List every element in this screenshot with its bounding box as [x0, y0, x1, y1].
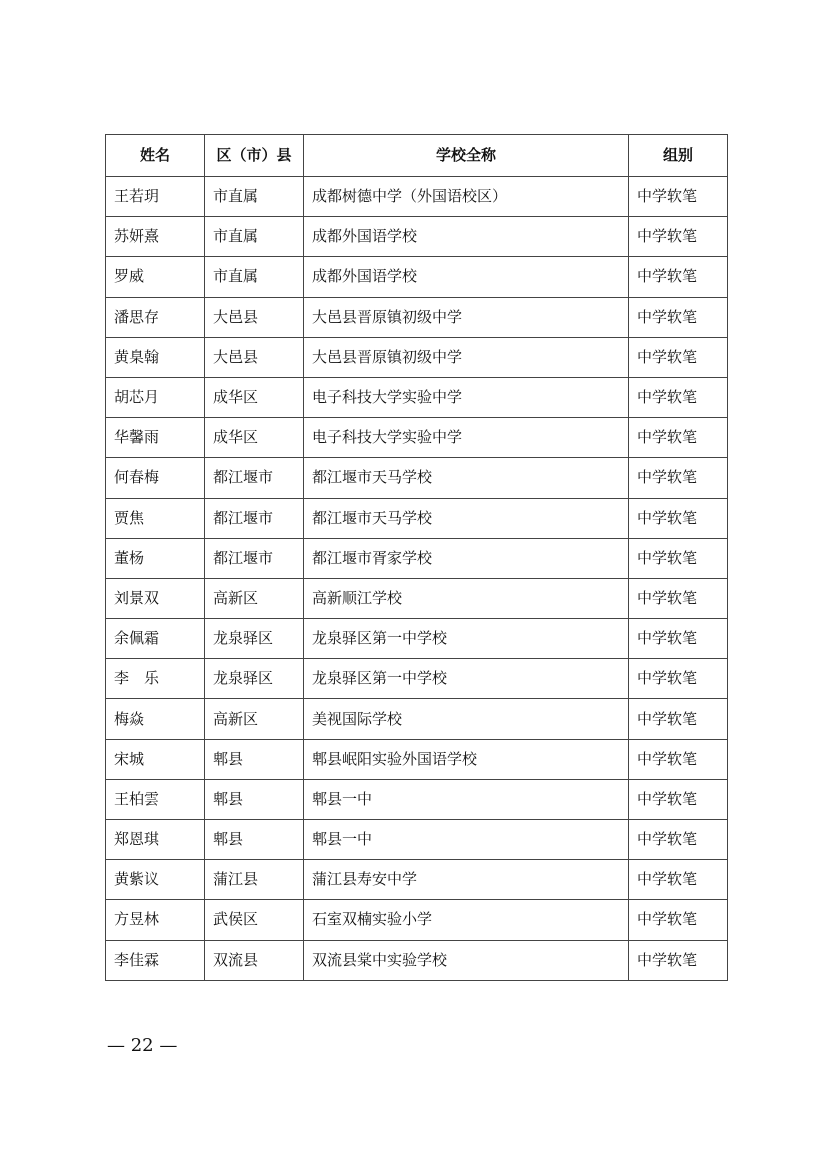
cell-name: 余佩霜 — [106, 619, 205, 659]
cell-school: 都江堰市天马学校 — [304, 458, 629, 498]
cell-group: 中学软笔 — [629, 578, 728, 618]
cell-school: 都江堰市胥家学校 — [304, 538, 629, 578]
table-row — [106, 458, 728, 498]
table-row — [106, 940, 728, 980]
cell-name: 郑恩琪 — [106, 820, 205, 860]
cell-school: 成都树德中学（外国语校区） — [304, 177, 629, 217]
cell-district: 市直属 — [205, 177, 304, 217]
table-row — [106, 498, 728, 538]
cell-name: 刘景双 — [106, 578, 205, 618]
cell-school: 龙泉驿区第一中学校 — [304, 619, 629, 659]
cell-district: 龙泉驿区 — [205, 619, 304, 659]
table-row — [106, 297, 728, 337]
cell-district: 大邑县 — [205, 297, 304, 337]
cell-district: 双流县 — [205, 940, 304, 980]
cell-group: 中学软笔 — [629, 940, 728, 980]
cell-district: 都江堰市 — [205, 458, 304, 498]
cell-district: 高新区 — [205, 578, 304, 618]
cell-district: 成华区 — [205, 418, 304, 458]
table-row — [106, 820, 728, 860]
cell-name: 何春梅 — [106, 458, 205, 498]
cell-school: 郫县一中 — [304, 779, 629, 819]
cell-district: 武侯区 — [205, 900, 304, 940]
cell-name: 潘思存 — [106, 297, 205, 337]
cell-school: 蒲江县寿安中学 — [304, 860, 629, 900]
cell-group: 中学软笔 — [629, 820, 728, 860]
table-row — [106, 619, 728, 659]
cell-district: 都江堰市 — [205, 498, 304, 538]
cell-name: 罗威 — [106, 257, 205, 297]
cell-name: 黄紫议 — [106, 860, 205, 900]
cell-group: 中学软笔 — [629, 177, 728, 217]
cell-name: 王柏雲 — [106, 779, 205, 819]
header-group: 组别 — [629, 135, 728, 177]
table-row — [106, 699, 728, 739]
cell-group: 中学软笔 — [629, 257, 728, 297]
cell-school: 都江堰市天马学校 — [304, 498, 629, 538]
cell-district: 高新区 — [205, 699, 304, 739]
cell-name: 王若玥 — [106, 177, 205, 217]
table-row — [106, 900, 728, 940]
cell-name: 苏妍熹 — [106, 217, 205, 257]
cell-school: 电子科技大学实验中学 — [304, 418, 629, 458]
cell-name: 华馨雨 — [106, 418, 205, 458]
cell-school: 高新顺江学校 — [304, 578, 629, 618]
cell-name: 宋城 — [106, 739, 205, 779]
cell-school: 石室双楠实验小学 — [304, 900, 629, 940]
cell-group: 中学软笔 — [629, 498, 728, 538]
table-row — [106, 578, 728, 618]
table-row — [106, 779, 728, 819]
cell-group: 中学软笔 — [629, 418, 728, 458]
cell-school: 郫县岷阳实验外国语学校 — [304, 739, 629, 779]
cell-school: 美视国际学校 — [304, 699, 629, 739]
cell-school: 大邑县晋原镇初级中学 — [304, 297, 629, 337]
table-row — [106, 860, 728, 900]
cell-name: 方昱林 — [106, 900, 205, 940]
cell-school: 双流县棠中实验学校 — [304, 940, 629, 980]
cell-district: 郫县 — [205, 779, 304, 819]
cell-group: 中学软笔 — [629, 377, 728, 417]
table-row — [106, 739, 728, 779]
page-number: — 22 — — [107, 1035, 178, 1056]
cell-district: 都江堰市 — [205, 538, 304, 578]
cell-name: 李 乐 — [106, 659, 205, 699]
cell-school: 电子科技大学实验中学 — [304, 377, 629, 417]
table-row — [106, 217, 728, 257]
cell-group: 中学软笔 — [629, 337, 728, 377]
table-row — [106, 418, 728, 458]
cell-group: 中学软笔 — [629, 659, 728, 699]
cell-district: 蒲江县 — [205, 860, 304, 900]
cell-district: 大邑县 — [205, 337, 304, 377]
cell-name: 梅焱 — [106, 699, 205, 739]
cell-district: 市直属 — [205, 257, 304, 297]
cell-group: 中学软笔 — [629, 297, 728, 337]
cell-group: 中学软笔 — [629, 699, 728, 739]
cell-district: 市直属 — [205, 217, 304, 257]
cell-name: 董杨 — [106, 538, 205, 578]
cell-district: 成华区 — [205, 377, 304, 417]
table-header-row — [106, 135, 728, 177]
cell-school: 龙泉驿区第一中学校 — [304, 659, 629, 699]
cell-group: 中学软笔 — [629, 739, 728, 779]
table-row — [106, 177, 728, 217]
cell-group: 中学软笔 — [629, 538, 728, 578]
cell-group: 中学软笔 — [629, 619, 728, 659]
cell-name: 贾焦 — [106, 498, 205, 538]
table-row — [106, 257, 728, 297]
cell-district: 龙泉驿区 — [205, 659, 304, 699]
cell-district: 郫县 — [205, 739, 304, 779]
cell-group: 中学软笔 — [629, 458, 728, 498]
table-row — [106, 659, 728, 699]
cell-school: 郫县一中 — [304, 820, 629, 860]
cell-group: 中学软笔 — [629, 900, 728, 940]
cell-group: 中学软笔 — [629, 860, 728, 900]
header-district: 区（市）县 — [205, 135, 304, 177]
cell-school: 大邑县晋原镇初级中学 — [304, 337, 629, 377]
header-name: 姓名 — [106, 135, 205, 177]
cell-name: 李佳霖 — [106, 940, 205, 980]
cell-group: 中学软笔 — [629, 217, 728, 257]
table-row — [106, 377, 728, 417]
header-school: 学校全称 — [304, 135, 629, 177]
table-row — [106, 538, 728, 578]
cell-name: 黄臬翰 — [106, 337, 205, 377]
cell-school: 成都外国语学校 — [304, 217, 629, 257]
cell-school: 成都外国语学校 — [304, 257, 629, 297]
participant-table — [105, 134, 728, 981]
cell-name: 胡芯月 — [106, 377, 205, 417]
cell-group: 中学软笔 — [629, 779, 728, 819]
table-row — [106, 337, 728, 377]
cell-district: 郫县 — [205, 820, 304, 860]
